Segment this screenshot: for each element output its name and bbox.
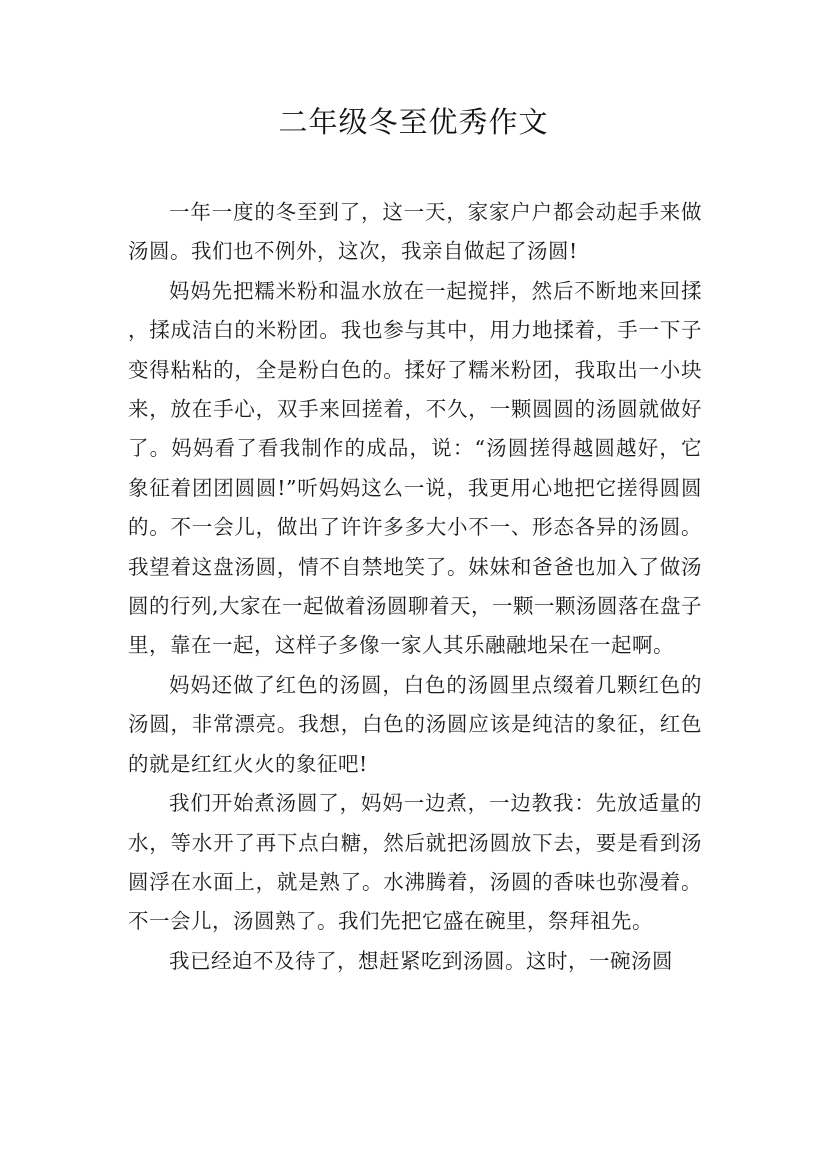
- document-title: 二年级冬至优秀作文: [278, 105, 549, 139]
- document-body: [128, 193, 702, 981]
- paragraph-3: 妈妈还做了红色的汤圆，白色的汤圆里点缀着几颗红色的汤圆，非常漂亮。我想，白色的汤圆应该是纯洁的象征，红色的就是红红火火的象征吧!: [128, 672, 702, 776]
- paragraph-1: 一年一度的冬至到了，这一天，家家户户都会动起手来做汤圆。我们也不例外，这次，我亲自做起了汤圆!: [128, 200, 702, 264]
- paragraph-4: 我们开始煮汤圆了，妈妈一边煮，一边教我：先放适量的水，等水开了再下点白糖，然后就把汤圆放下去，要是看到汤圆浮在水面上，就是熟了。水沸腾着，汤圆的香味也弥漫着。不一会儿，汤圆熟了。我们先把它盛在碗里，祭拜祖先。: [128, 791, 702, 934]
- paragraph-2: 妈妈先把糯米粉和温水放在一起搅拌，然后不断地来回揉，揉成洁白的米粉团。我也参与其中，用力地揉着，手一下子变得粘粘的，全是粉白色的。揉好了糯米粉团，我取出一小块来，放在手心，双手来回搓着，不久，一颗圆圆的汤圆就做好了。妈妈看了看我制作的成品，说：“汤圆搓得越圆越好，它象征着团团圆圆!”听妈妈这么一说，我更用心地把它搓得圆圆的。不一会儿，做出了许许多多大小不一、形态各异的汤圆。我望着这盘汤圆，情不自禁地笑了。妹妹和爸爸也加入了做汤圆的行列,大家在一起做着汤圆聊着天，一颗一颗汤圆落在盘子里，靠在一起，这样子多像一家人其乐融融地呆在一起啊。: [128, 278, 703, 658]
- paragraph-5: 我已经迫不及待了，想赶紧吃到汤圆。这时，一碗汤圆: [169, 948, 673, 973]
